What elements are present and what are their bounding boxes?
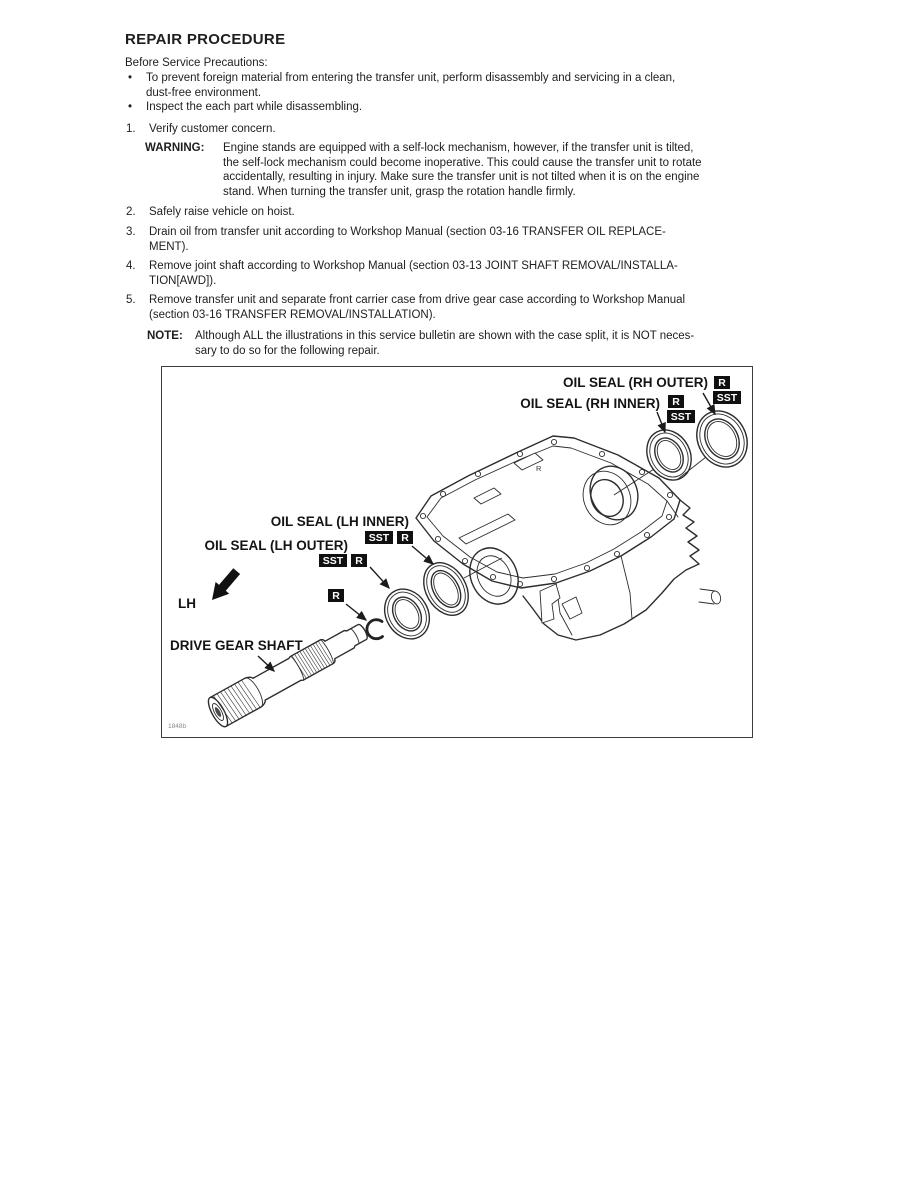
svg-text:SST: SST: [368, 532, 390, 544]
svg-text:R: R: [718, 377, 726, 389]
text-line: the self-lock mechanism could become inoperative. This could cause the transfer unit to rotate: [223, 156, 702, 169]
oil-seal-rh-inner-label: OIL SEAL (RH INNER): [520, 396, 660, 411]
step-item: [125, 122, 276, 137]
drive-gear-shaft-drawing: [205, 616, 373, 729]
badge-sst: [713, 391, 741, 404]
text-line: Engine stands are equipped with a self-lock mechanism, however, if the transfer unit is tilted,: [223, 142, 694, 154]
snap-ring-drawing: [367, 620, 383, 639]
text-line: TION[AWD]).: [149, 274, 217, 287]
step-item: [125, 259, 678, 288]
note-label: NOTE:: [147, 330, 183, 342]
badge-r: [397, 531, 413, 544]
warning-label: WARNING:: [145, 142, 205, 154]
svg-text:R: R: [401, 532, 409, 544]
note-callout: [147, 329, 694, 358]
casting-mark: R: [536, 464, 542, 473]
intro-line: Before Service Precautions:: [125, 57, 268, 69]
rh-inner-arrow: [657, 412, 665, 432]
lh-direction-label: LH: [178, 596, 196, 611]
svg-text:SST: SST: [322, 555, 344, 567]
step-number: 1.: [126, 123, 136, 135]
oil-seal-lh-outer-label: OIL SEAL (LH OUTER): [204, 538, 348, 553]
badge-sst: [667, 410, 695, 423]
badge-r: [351, 554, 367, 567]
text-line: To prevent foreign material from entering the transfer unit, perform disassembly and servicing in a clean,: [146, 72, 676, 84]
lh-outer-arrow: [370, 567, 389, 588]
step-number: 2.: [126, 206, 136, 218]
step-item: [125, 293, 685, 322]
text-line: Inspect the each part while disassembling.: [146, 101, 363, 113]
text-line: (section 03-16 TRANSFER REMOVAL/INSTALLATION).: [149, 308, 436, 321]
shaft-arrow: [258, 656, 274, 671]
precaution-bullet: [125, 100, 362, 115]
svg-text:SST: SST: [716, 392, 738, 404]
text-line: Although ALL the illustrations in this service bulletin are shown with the case split, it is NOT neces-: [195, 330, 695, 342]
drive-gear-shaft-label: DRIVE GEAR SHAFT: [170, 638, 303, 653]
badge-sst: [319, 554, 347, 567]
transfer-case-illustration: [162, 367, 752, 737]
lh-direction-arrow: [212, 568, 240, 600]
text-line: Remove joint shaft according to Workshop Manual (section 03-13 JOINT SHAFT REMOVAL/INSTALLA-: [149, 260, 678, 272]
precaution-bullet: [125, 71, 675, 100]
oil-seal-lh-inner-label: OIL SEAL (LH INNER): [270, 514, 409, 529]
svg-text:R: R: [332, 590, 340, 602]
step-item: [125, 205, 295, 220]
oil-seal-rh-outer-label: OIL SEAL (RH OUTER): [562, 375, 708, 390]
text-line: accidentally, resulting in injury. Make sure the transfer unit is not tilted when it is on the engine: [223, 171, 700, 183]
bullet-marker: •: [128, 72, 133, 84]
figure-id: 1848b: [168, 723, 187, 730]
step-item: [125, 225, 666, 254]
text-line: Drain oil from transfer unit according to Workshop Manual (section 03-16 TRANSFER OIL REPLACE-: [149, 226, 666, 238]
svg-text:SST: SST: [670, 411, 692, 423]
badge-r: [668, 395, 684, 408]
badge-sst: [365, 531, 393, 544]
snap-ring-arrow: [346, 604, 366, 620]
text-line: Safely raise vehicle on hoist.: [149, 206, 295, 218]
page-title: REPAIR PROCEDURE: [125, 31, 286, 48]
text-line: Verify customer concern.: [149, 123, 276, 135]
oil-seal-rh-outer-drawing: [687, 402, 752, 476]
step-number: 4.: [126, 260, 136, 272]
badge-r: [328, 589, 344, 602]
text-line: stand. When turning the transfer unit, grasp the rotation handle firmly.: [223, 185, 576, 198]
svg-text:R: R: [672, 396, 680, 408]
warning-callout: [145, 141, 702, 199]
text-line: MENT).: [149, 240, 189, 253]
step-number: 5.: [126, 294, 136, 306]
lh-inner-arrow: [412, 546, 433, 564]
bullet-marker: •: [128, 101, 133, 113]
step-number: 3.: [126, 226, 136, 238]
badge-r: [714, 376, 730, 389]
text-line: dust-free environment.: [146, 86, 262, 99]
svg-text:R: R: [355, 555, 363, 567]
exploded-view-figure: [161, 366, 753, 738]
text-line: sary to do so for the following repair.: [195, 344, 380, 357]
text-line: Remove transfer unit and separate front carrier case from drive gear case according to Workshop Manual: [149, 294, 686, 306]
